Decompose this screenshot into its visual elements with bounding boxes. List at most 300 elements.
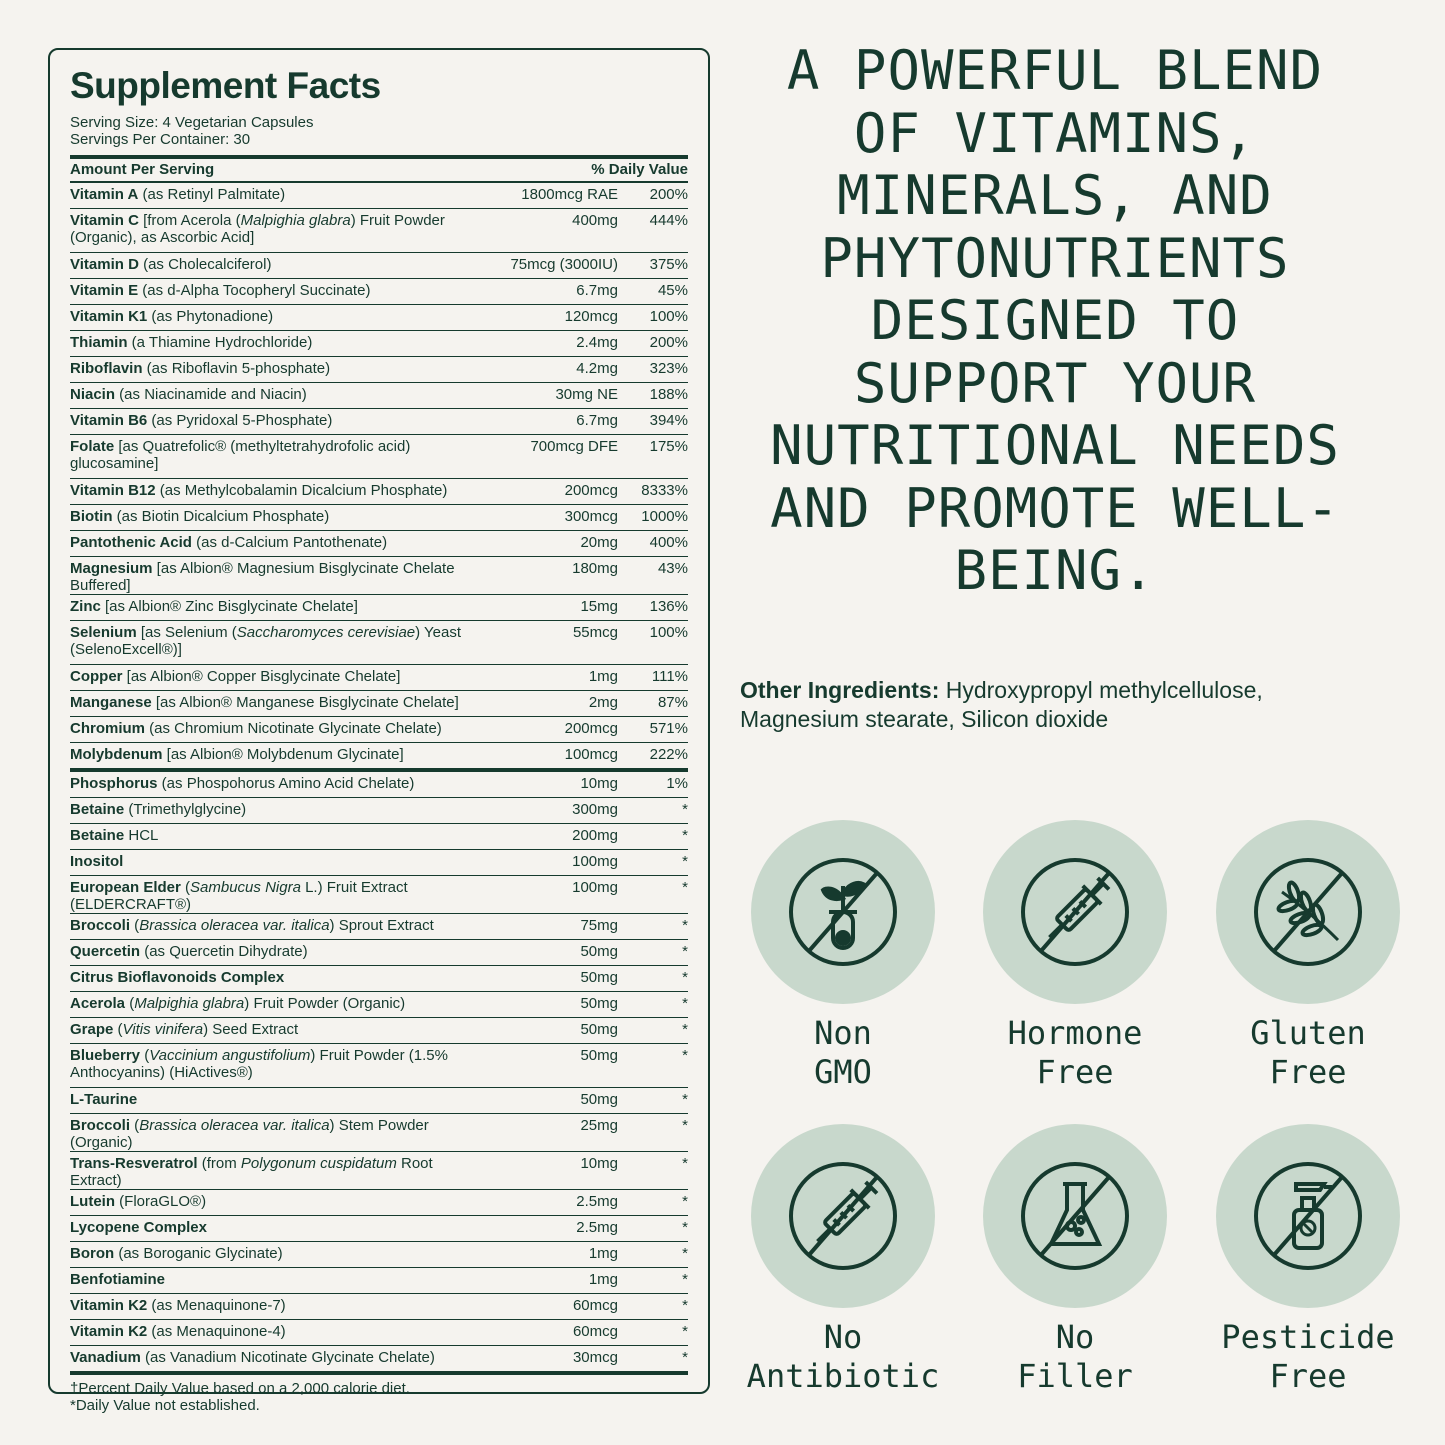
facts-row <box>70 717 688 743</box>
ingredient-detail: (as Biotin Dicalcium Phosphate) <box>112 508 330 525</box>
ingredient-latin-name: Brassica oleracea var. italica <box>139 1117 330 1134</box>
ingredient-latin-name: Malpighia glabra <box>134 995 245 1012</box>
ingredient-detail: [from Acerola ( <box>138 212 241 229</box>
daily-value: 175% <box>649 438 688 455</box>
ingredient-detail-cont: ) Fruit Powder (Organic), as Ascorbic Acid] <box>70 212 445 246</box>
plant-test-tube-icon <box>787 856 899 968</box>
ingredient-name <box>70 1193 488 1210</box>
daily-value: 400% <box>649 534 688 551</box>
amount-value: 120mcg <box>564 308 618 325</box>
facts-row <box>70 914 688 940</box>
ingredient-detail: [as Albion® Copper Bisglycinate Chelate] <box>122 668 401 685</box>
badge-no-antibiotic <box>728 1124 958 1396</box>
badge-label-line1: Pesticide <box>1221 1318 1395 1356</box>
ingredient-detail: ( <box>180 879 191 896</box>
ingredient-detail: [as Albion® Magnesium Bisglycinate Chelate Buffered] <box>70 560 455 594</box>
ingredient-title: Quercetin <box>70 943 141 960</box>
amount-value: 75mcg (3000IU) <box>510 256 618 273</box>
badge-label-line2: Free <box>1036 1053 1114 1091</box>
ingredient-name <box>70 1091 488 1108</box>
ingredient-name <box>70 827 488 844</box>
ingredient-title: Selenium <box>70 624 137 641</box>
amount-value: 50mg <box>580 1091 618 1108</box>
ingredient-name <box>70 598 488 615</box>
ingredient-detail: (as Cholecalciferol) <box>138 256 272 273</box>
ingredient-name <box>70 879 488 913</box>
ingredient-title: Phosphorus <box>70 775 158 792</box>
facts-row <box>70 1294 688 1320</box>
ingredient-detail: ( <box>125 995 135 1012</box>
amount-value: 300mcg <box>564 508 618 525</box>
amount-value: 1mg <box>588 1271 618 1288</box>
ingredient-name <box>70 212 488 246</box>
amount-value: 6.7mg <box>576 282 618 299</box>
facts-row <box>70 279 688 305</box>
facts-row <box>70 772 688 798</box>
daily-value: * <box>682 1245 688 1262</box>
badge-circle <box>983 820 1167 1004</box>
ingredient-title: Vitamin K1 <box>70 308 148 325</box>
facts-row <box>70 253 688 279</box>
daily-value: 100% <box>649 308 688 325</box>
ingredient-latin-name: Saccharomyces cerevisiae <box>236 624 416 641</box>
amount-value: 300mg <box>572 801 618 818</box>
ingredient-latin-name: Vitis vinifera <box>122 1021 204 1038</box>
amount-value: 2.5mg <box>576 1219 618 1236</box>
facts-title: Supplement Facts <box>70 65 381 106</box>
amount-value: 10mg <box>580 775 618 792</box>
amount-value: 50mg <box>580 943 618 960</box>
ingredient-detail: (as Niacinamide and Niacin) <box>115 386 307 403</box>
amount-value: 10mg <box>580 1155 618 1172</box>
daily-value-header: % Daily Value <box>591 161 688 178</box>
daily-value: 222% <box>649 746 688 763</box>
badge-gluten-free <box>1193 820 1423 1092</box>
ingredient-detail-cont: ) Fruit Powder (1.5% Anthocyanins) (HiActives®) <box>70 1047 448 1081</box>
ingredient-name <box>70 412 488 429</box>
amount-value: 1800mcg RAE <box>521 186 618 203</box>
badge-label-line2: Free <box>1269 1053 1347 1091</box>
amount-value: 700mcg DFE <box>530 438 618 455</box>
facts-row <box>70 1216 688 1242</box>
facts-row <box>70 992 688 1018</box>
facts-row <box>70 940 688 966</box>
syringe-icon <box>1019 856 1131 968</box>
amount-value: 6.7mg <box>576 412 618 429</box>
ingredient-name <box>70 995 488 1012</box>
ingredient-title: Molybdenum <box>70 746 163 763</box>
facts-row <box>70 1190 688 1216</box>
badge-circle <box>983 1124 1167 1308</box>
ingredient-name <box>70 1117 488 1151</box>
ingredient-title: L-Taurine <box>70 1091 138 1108</box>
facts-row <box>70 621 688 665</box>
facts-row <box>70 1152 688 1190</box>
ingredient-name <box>70 186 488 203</box>
ingredient-name <box>70 917 488 934</box>
amount-value: 100mcg <box>564 746 618 763</box>
ingredient-title: Vanadium <box>70 1349 141 1366</box>
amount-value: 25mg <box>580 1117 618 1134</box>
ingredient-name <box>70 282 488 299</box>
daily-value: * <box>682 1047 688 1064</box>
ingredient-detail: (as Phospohorus Amino Acid Chelate) <box>157 775 415 792</box>
daily-value: 571% <box>649 720 688 737</box>
ingredient-name <box>70 668 488 685</box>
facts-row <box>70 531 688 557</box>
badge-label-line1: No <box>823 1318 863 1356</box>
amount-value: 200mg <box>572 827 618 844</box>
daily-value: 45% <box>657 282 688 299</box>
ingredient-detail: (as Pyridoxal 5-Phosphate) <box>147 412 333 429</box>
amount-value: 400mg <box>572 212 618 229</box>
ingredient-name <box>70 534 488 551</box>
ingredient-detail: [as Albion® Molybdenum Glycinate] <box>162 746 404 763</box>
facts-row <box>70 798 688 824</box>
ingredient-detail: (as Phytonadione) <box>147 308 274 325</box>
badge-hormone-free <box>960 820 1190 1092</box>
ingredient-title: Riboflavin <box>70 360 143 377</box>
ingredient-detail: (as Chromium Nicotinate Glycinate Chelate) <box>145 720 442 737</box>
ingredient-name <box>70 746 488 763</box>
ingredient-detail: (as Retinyl Palmitate) <box>138 186 286 203</box>
daily-value: * <box>682 1117 688 1134</box>
ingredient-title: Vitamin K2 <box>70 1297 148 1314</box>
amount-value: 100mg <box>572 853 618 870</box>
facts-row <box>70 383 688 409</box>
amount-value: 2.4mg <box>576 334 618 351</box>
amount-value: 4.2mg <box>576 360 618 377</box>
daily-value: 200% <box>649 186 688 203</box>
other-ingredients-label: Other Ingredients: <box>740 677 940 703</box>
ingredient-title: Acerola <box>70 995 126 1012</box>
ingredient-detail: [as Quatrefolic® (methyltetrahydrofolic acid) glucosamine] <box>70 438 411 472</box>
amount-value: 100mg <box>572 879 618 896</box>
servings-per-container: Servings Per Container: 30 <box>70 131 251 148</box>
daily-value: * <box>682 1323 688 1340</box>
ingredient-title: Vitamin D <box>70 256 139 273</box>
daily-value: * <box>682 969 688 986</box>
ingredient-name <box>70 1323 488 1340</box>
ingredient-latin-name: Vaccinium angustifolium <box>149 1047 311 1064</box>
daily-value: 323% <box>649 360 688 377</box>
syringe-icon <box>787 1160 899 1272</box>
ingredient-title: Manganese <box>70 694 152 711</box>
ingredient-latin-name: Sambucus Nigra <box>190 879 301 896</box>
flask-icon <box>1019 1160 1131 1272</box>
daily-value: * <box>682 1155 688 1172</box>
badge-pesticide-free <box>1193 1124 1423 1396</box>
facts-row <box>70 479 688 505</box>
daily-value: 200% <box>649 334 688 351</box>
ingredient-title: Vitamin A <box>70 186 139 203</box>
footnote-not-established: *Daily Value not established. <box>70 1397 260 1414</box>
daily-value: 394% <box>649 412 688 429</box>
ingredient-detail: ( <box>130 917 140 934</box>
daily-value: 188% <box>649 386 688 403</box>
daily-value: 111% <box>651 668 688 685</box>
amount-value: 200mcg <box>564 720 618 737</box>
amount-value: 50mg <box>580 1021 618 1038</box>
facts-row <box>70 1346 688 1375</box>
facts-row <box>70 1320 688 1346</box>
ingredient-detail: (as Menaquinone-4) <box>147 1323 286 1340</box>
daily-value: 136% <box>649 598 688 615</box>
ingredient-detail: [as Albion® Manganese Bisglycinate Chelate] <box>151 694 459 711</box>
amount-value: 15mg <box>580 598 618 615</box>
facts-row <box>70 595 688 621</box>
ingredient-detail-cont: ) Fruit Powder (Organic) <box>244 995 406 1012</box>
amount-value: 55mcg <box>572 624 618 641</box>
ingredient-latin-name: Brassica oleracea var. italica <box>139 917 330 934</box>
ingredient-detail: (from <box>197 1155 241 1172</box>
ingredient-title: Folate <box>70 438 115 455</box>
daily-value: * <box>682 917 688 934</box>
daily-value: * <box>682 827 688 844</box>
ingredient-latin-name: Polygonum cuspidatum <box>240 1155 397 1172</box>
ingredient-detail: HCL <box>124 827 159 844</box>
ingredient-detail: (a Thiamine Hydrochloride) <box>127 334 313 351</box>
facts-row <box>70 183 688 209</box>
ingredient-title: Boron <box>70 1245 115 1262</box>
ingredient-detail: (as Vanadium Nicotinate Glycinate Chelate) <box>140 1349 435 1366</box>
amount-value: 75mg <box>580 917 618 934</box>
headline: A POWERFUL BLEND OF VITAMINS, MINERALS, AND PHYTONUTRIENTS DESIGNED TO SUPPORT YOUR NUTRITIONAL NEEDS AND PROMOTE WELL-BEING. <box>770 39 1340 602</box>
amount-value: 1mg <box>588 668 618 685</box>
facts-row <box>70 1018 688 1044</box>
facts-row <box>70 1044 688 1088</box>
ingredient-name <box>70 1155 488 1189</box>
ingredient-name <box>70 694 488 711</box>
ingredient-title: Vitamin B6 <box>70 412 148 429</box>
ingredient-name <box>70 1245 488 1262</box>
daily-value: 100% <box>649 624 688 641</box>
ingredient-title: Biotin <box>70 508 113 525</box>
daily-value: 1000% <box>641 508 688 525</box>
ingredient-name <box>70 308 488 325</box>
facts-rows <box>70 183 688 1375</box>
ingredient-detail: (as d-Calcium Pantothenate) <box>191 534 388 551</box>
ingredient-name <box>70 1021 488 1038</box>
badge-label-line2: GMO <box>814 1053 872 1091</box>
ingredient-name <box>70 256 488 273</box>
ingredient-title: Chromium <box>70 720 145 737</box>
facts-row <box>70 691 688 717</box>
amount-value: 200mcg <box>564 482 618 499</box>
facts-row <box>70 209 688 253</box>
ingredient-title: Vitamin E <box>70 282 139 299</box>
ingredient-title: Lycopene Complex <box>70 1219 207 1236</box>
amount-header: Amount Per Serving <box>70 161 215 178</box>
daily-value: 43% <box>657 560 688 577</box>
amount-value: 2.5mg <box>576 1193 618 1210</box>
ingredient-name <box>70 482 488 499</box>
facts-row <box>70 505 688 531</box>
facts-row <box>70 876 688 914</box>
ingredient-title: Grape <box>70 1021 114 1038</box>
ingredient-detail: [as Selenium ( <box>136 624 237 641</box>
ingredient-name <box>70 624 488 658</box>
ingredient-name <box>70 853 488 870</box>
facts-row <box>70 331 688 357</box>
supplement-facts-panel <box>48 48 710 1414</box>
ingredient-title: Magnesium <box>70 560 153 577</box>
daily-value: 8333% <box>641 482 688 499</box>
ingredient-name <box>70 334 488 351</box>
daily-value: * <box>682 853 688 870</box>
ingredient-detail: ( <box>130 1117 140 1134</box>
ingredient-detail-cont: ) Stem Powder (Organic) <box>70 1117 429 1151</box>
ingredient-title: Vitamin C <box>70 212 139 229</box>
badge-label-line1: Hormone <box>1007 1014 1143 1052</box>
ingredient-title: Thiamin <box>70 334 128 351</box>
daily-value: 1% <box>666 775 688 792</box>
daily-value: * <box>682 1021 688 1038</box>
ingredient-detail: (FloraGLO®) <box>115 1193 207 1210</box>
ingredient-name <box>70 775 488 792</box>
ingredient-detail-cont: L.) Fruit Extract (ELDERCRAFT®) <box>70 879 408 913</box>
daily-value: * <box>682 995 688 1012</box>
amount-value: 2mg <box>588 694 618 711</box>
badge-no-filler <box>960 1124 1190 1396</box>
spray-bottle-icon <box>1252 1160 1364 1272</box>
amount-value: 60mcg <box>572 1297 618 1314</box>
badge-circle <box>751 820 935 1004</box>
other-ingredients-text: Hydroxypropyl methylcellulose, Magnesium stearate, Silicon dioxide <box>740 677 1263 732</box>
facts-row <box>70 1242 688 1268</box>
ingredient-detail: (as Riboflavin 5-phosphate) <box>142 360 331 377</box>
ingredient-detail-cont: Root Extract) <box>70 1155 433 1189</box>
ingredient-name <box>70 1271 488 1288</box>
ingredient-detail: ( <box>140 1047 150 1064</box>
ingredient-detail: [as Albion® Zinc Bisglycinate Chelate] <box>100 598 358 615</box>
ingredient-name <box>70 1047 488 1081</box>
daily-value: * <box>682 879 688 896</box>
facts-row <box>70 665 688 691</box>
ingredient-name <box>70 720 488 737</box>
ingredient-latin-name: Malpighia glabra <box>240 212 351 229</box>
ingredient-name <box>70 943 488 960</box>
badge-label-line2: Filler <box>1017 1357 1133 1395</box>
facts-row <box>70 966 688 992</box>
facts-row <box>70 1268 688 1294</box>
amount-value: 60mcg <box>572 1323 618 1340</box>
ingredient-title: Broccoli <box>70 917 131 934</box>
ingredient-title: Vitamin K2 <box>70 1323 148 1340</box>
daily-value: * <box>682 1091 688 1108</box>
wheat-icon <box>1252 856 1364 968</box>
ingredient-detail: (as Quercetin Dihydrate) <box>140 943 308 960</box>
ingredient-title: Zinc <box>70 598 101 615</box>
ingredient-title: Niacin <box>70 386 116 403</box>
daily-value: 444% <box>649 212 688 229</box>
facts-header-row <box>70 159 688 183</box>
ingredient-detail-cont: ) Seed Extract <box>203 1021 299 1038</box>
facts-row <box>70 1114 688 1152</box>
ingredient-detail: (as Menaquinone-7) <box>147 1297 286 1314</box>
ingredient-name <box>70 801 488 818</box>
badge-label-line2: Antibiotic <box>746 1357 940 1395</box>
badge-circle <box>751 1124 935 1308</box>
badge-label-line1: Non <box>814 1014 872 1052</box>
facts-row <box>70 824 688 850</box>
daily-value: * <box>682 801 688 818</box>
ingredient-title: Benfotiamine <box>70 1271 166 1288</box>
ingredient-name <box>70 969 488 986</box>
ingredient-title: Pantothenic Acid <box>70 534 192 551</box>
amount-value: 50mg <box>580 995 618 1012</box>
facts-row <box>70 850 688 876</box>
daily-value: * <box>682 943 688 960</box>
ingredient-title: Citrus Bioflavonoids Complex <box>70 969 285 986</box>
daily-value: * <box>682 1349 688 1366</box>
ingredient-name <box>70 386 488 403</box>
facts-row <box>70 409 688 435</box>
badge-label-line2: Free <box>1269 1357 1347 1395</box>
badge-label-line1: No <box>1055 1318 1095 1356</box>
badge-non-gmo <box>728 820 958 1092</box>
ingredient-detail-cont: ) Sprout Extract <box>329 917 434 934</box>
daily-value: * <box>682 1219 688 1236</box>
daily-value: * <box>682 1271 688 1288</box>
amount-value: 50mg <box>580 969 618 986</box>
facts-row <box>70 743 688 772</box>
ingredient-name <box>70 438 488 472</box>
ingredient-name <box>70 1219 488 1236</box>
amount-value: 20mg <box>580 534 618 551</box>
amount-value: 180mg <box>572 560 618 577</box>
ingredient-detail-cont: ) Yeast (SelenoExcell®)] <box>70 624 462 658</box>
ingredient-detail: (as d-Alpha Tocopheryl Succinate) <box>138 282 371 299</box>
facts-row <box>70 557 688 595</box>
daily-value: * <box>682 1297 688 1314</box>
ingredient-detail: (Trimethylglycine) <box>124 801 247 818</box>
badge-label-line1: Gluten <box>1250 1014 1366 1052</box>
ingredient-detail: (as Boroganic Glycinate) <box>114 1245 283 1262</box>
daily-value: * <box>682 1193 688 1210</box>
ingredient-detail: (as Methylcobalamin Dicalcium Phosphate) <box>155 482 448 499</box>
footnote-dv: †Percent Daily Value based on a 2,000 calorie diet. <box>70 1380 410 1397</box>
amount-value: 50mg <box>580 1047 618 1064</box>
amount-value: 30mcg <box>572 1349 618 1366</box>
daily-value: 375% <box>649 256 688 273</box>
amount-value: 1mg <box>588 1245 618 1262</box>
serving-size: Serving Size: 4 Vegetarian Capsules <box>70 114 314 131</box>
badge-circle <box>1216 820 1400 1004</box>
ingredient-title: Blueberry <box>70 1047 141 1064</box>
ingredient-name <box>70 360 488 377</box>
ingredient-title: Betaine <box>70 801 125 818</box>
ingredient-title: European Elder <box>70 879 181 896</box>
ingredient-name <box>70 1297 488 1314</box>
ingredient-title: Copper <box>70 668 123 685</box>
daily-value: 87% <box>657 694 688 711</box>
ingredient-name <box>70 560 488 594</box>
ingredient-title: Vitamin B12 <box>70 482 156 499</box>
ingredient-title: Lutein <box>70 1193 115 1210</box>
ingredient-title: Betaine <box>70 827 125 844</box>
facts-row <box>70 357 688 383</box>
ingredient-title: Broccoli <box>70 1117 131 1134</box>
ingredient-detail: ( <box>113 1021 123 1038</box>
facts-row <box>70 305 688 331</box>
ingredient-name <box>70 1349 488 1366</box>
facts-row <box>70 435 688 479</box>
amount-value: 30mg NE <box>555 386 618 403</box>
badge-circle <box>1216 1124 1400 1308</box>
ingredient-title: Inositol <box>70 853 124 870</box>
facts-row <box>70 1088 688 1114</box>
